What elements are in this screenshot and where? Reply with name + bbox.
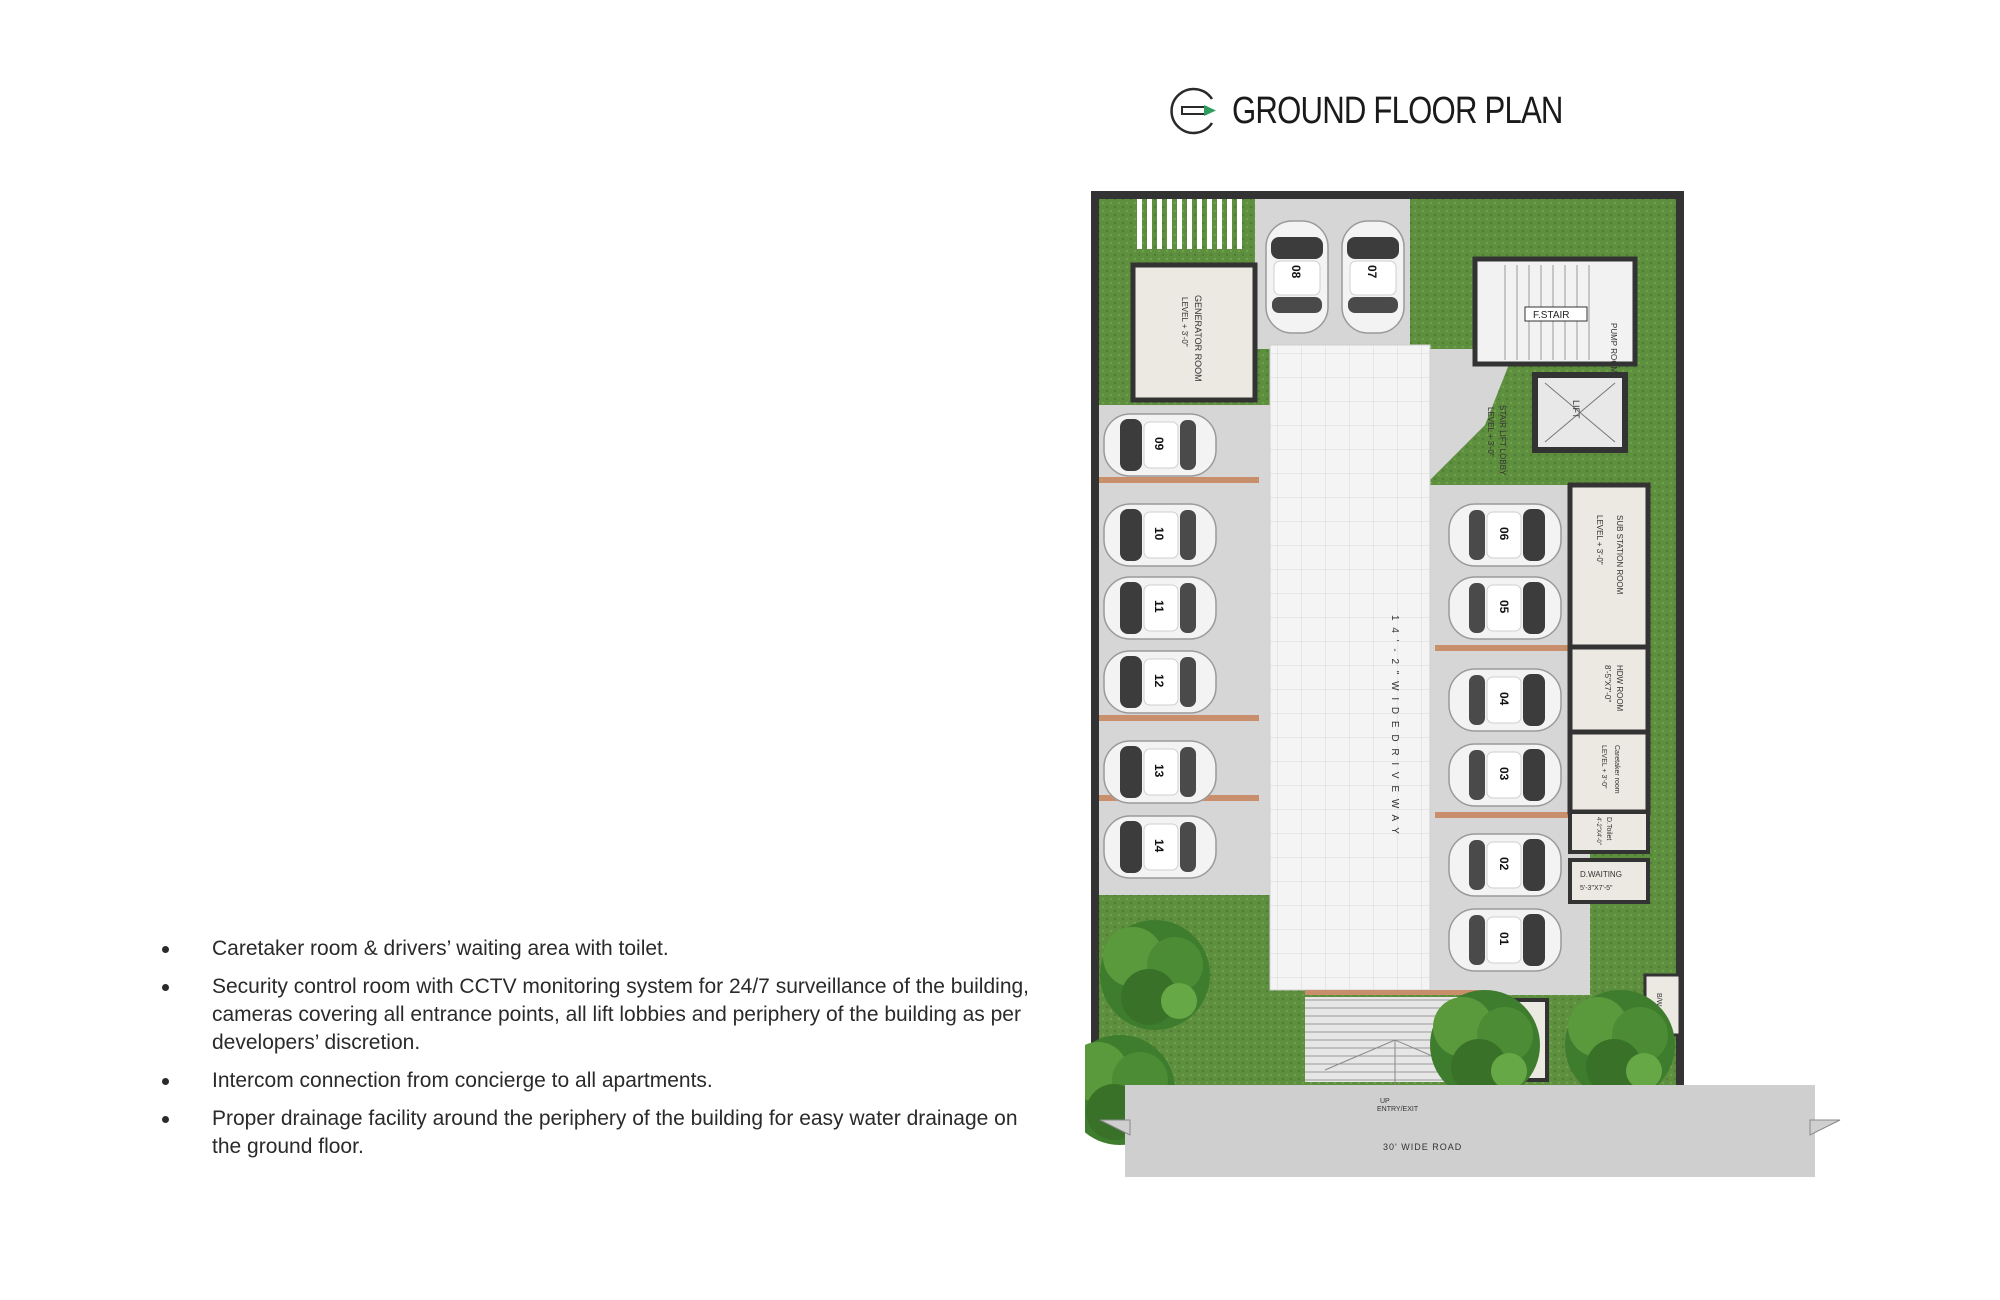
bullet	[162, 984, 169, 991]
brick-strip	[1435, 645, 1585, 651]
slot-number: 10	[1152, 527, 1166, 541]
slot-number: 06	[1497, 527, 1511, 541]
bullet	[162, 1116, 169, 1123]
slot-number: 01	[1497, 932, 1511, 946]
bullet	[162, 946, 169, 953]
driver-waiting-label: D.WAITING	[1580, 870, 1622, 879]
driver-waiting	[1570, 860, 1648, 902]
brick-strip	[1435, 812, 1585, 818]
feature-item	[150, 1067, 1030, 1095]
feature-item	[150, 973, 1030, 1057]
tree	[1100, 920, 1210, 1030]
page-title: GROUND FLOOR PLAN	[1232, 89, 1563, 132]
feature-list	[150, 935, 1030, 1171]
caretaker-room-label: Caretaker room	[1613, 745, 1620, 794]
slot-number: 09	[1152, 437, 1166, 451]
up-label: UP	[1380, 1098, 1390, 1105]
generator-room-label: GENERATOR ROOM	[1193, 295, 1203, 382]
tree-small	[1565, 990, 1675, 1100]
generator-room-level: LEVEL + 3'-0"	[1180, 297, 1189, 347]
caretaker-room-level: LEVEL + 3'-0"	[1600, 745, 1607, 789]
sub-station-level: LEVEL + 3'-0"	[1595, 515, 1604, 565]
lift-label: LIFT	[1571, 400, 1581, 419]
feature-item	[150, 935, 1030, 963]
driver-toilet-label: D.Toilet	[1605, 817, 1612, 841]
road-label: 30' WIDE ROAD	[1383, 1142, 1463, 1152]
driver-waiting-size: 5'-3"X7'-5"	[1580, 885, 1613, 892]
feature-text: Proper drainage facility around the periphery of the building for easy water drainage on the ground floor.	[212, 1107, 1018, 1158]
slot-number: 07	[1365, 265, 1379, 279]
hdw-room-size: 8'-5"X7'-0"	[1603, 665, 1612, 703]
floor-icon	[1168, 85, 1220, 137]
slot-number: 11	[1152, 600, 1166, 613]
pump-room-label: PUMP ROOM	[1609, 323, 1618, 374]
driveway-label: 1 4 ' - 2 " W I D E D R I V E W A Y	[1389, 615, 1400, 836]
caretaker-room	[1570, 732, 1648, 812]
brick-strip	[1099, 715, 1259, 721]
slot-number: 03	[1497, 767, 1511, 781]
bw-label: B/W	[1655, 993, 1662, 1007]
brick-strip	[1099, 477, 1259, 483]
slot-number: 08	[1289, 265, 1303, 279]
plan-title	[1168, 85, 1635, 137]
entry-exit-label: ENTRY/EXIT	[1377, 1106, 1419, 1113]
fstair-label: F.STAIR	[1533, 310, 1570, 321]
tree-small	[1430, 990, 1540, 1100]
bullet	[162, 1078, 169, 1085]
slot-number: 14	[1152, 839, 1166, 853]
slot-number: 02	[1497, 857, 1511, 871]
slot-number: 12	[1152, 674, 1166, 688]
driver-toilet-size: 4'-2"X4'-0"	[1595, 817, 1601, 845]
road-arrow-right	[1810, 1120, 1840, 1135]
road	[1125, 1085, 1815, 1177]
slot-number: 05	[1497, 600, 1511, 614]
sub-station-room	[1570, 485, 1648, 647]
floor-plan	[1085, 185, 1845, 1200]
feature-item	[150, 1105, 1030, 1161]
sub-station-label: SUB STATION ROOM	[1615, 515, 1624, 595]
slot-number: 04	[1497, 692, 1511, 706]
feature-text: Security control room with CCTV monitoring system for 24/7 surveillance of the building, cameras covering all entrance points, all lift lobbies and periphery of the building as per developers’ discretion.	[212, 975, 1030, 1054]
slot-number: 13	[1152, 764, 1166, 778]
feature-text: Intercom connection from concierge to all apartments.	[212, 1069, 713, 1092]
feature-text: Caretaker room & drivers’ waiting area with toilet.	[212, 937, 669, 960]
brick-strip	[1305, 990, 1485, 995]
stair-lift-lobby-label: STAIR LIFT LOBBY	[1498, 405, 1507, 476]
driveway	[1270, 345, 1430, 990]
stair-lift-lobby-level: LEVEL + 3'-0"	[1486, 407, 1495, 457]
hdw-room-label: HDW ROOM	[1615, 665, 1624, 712]
